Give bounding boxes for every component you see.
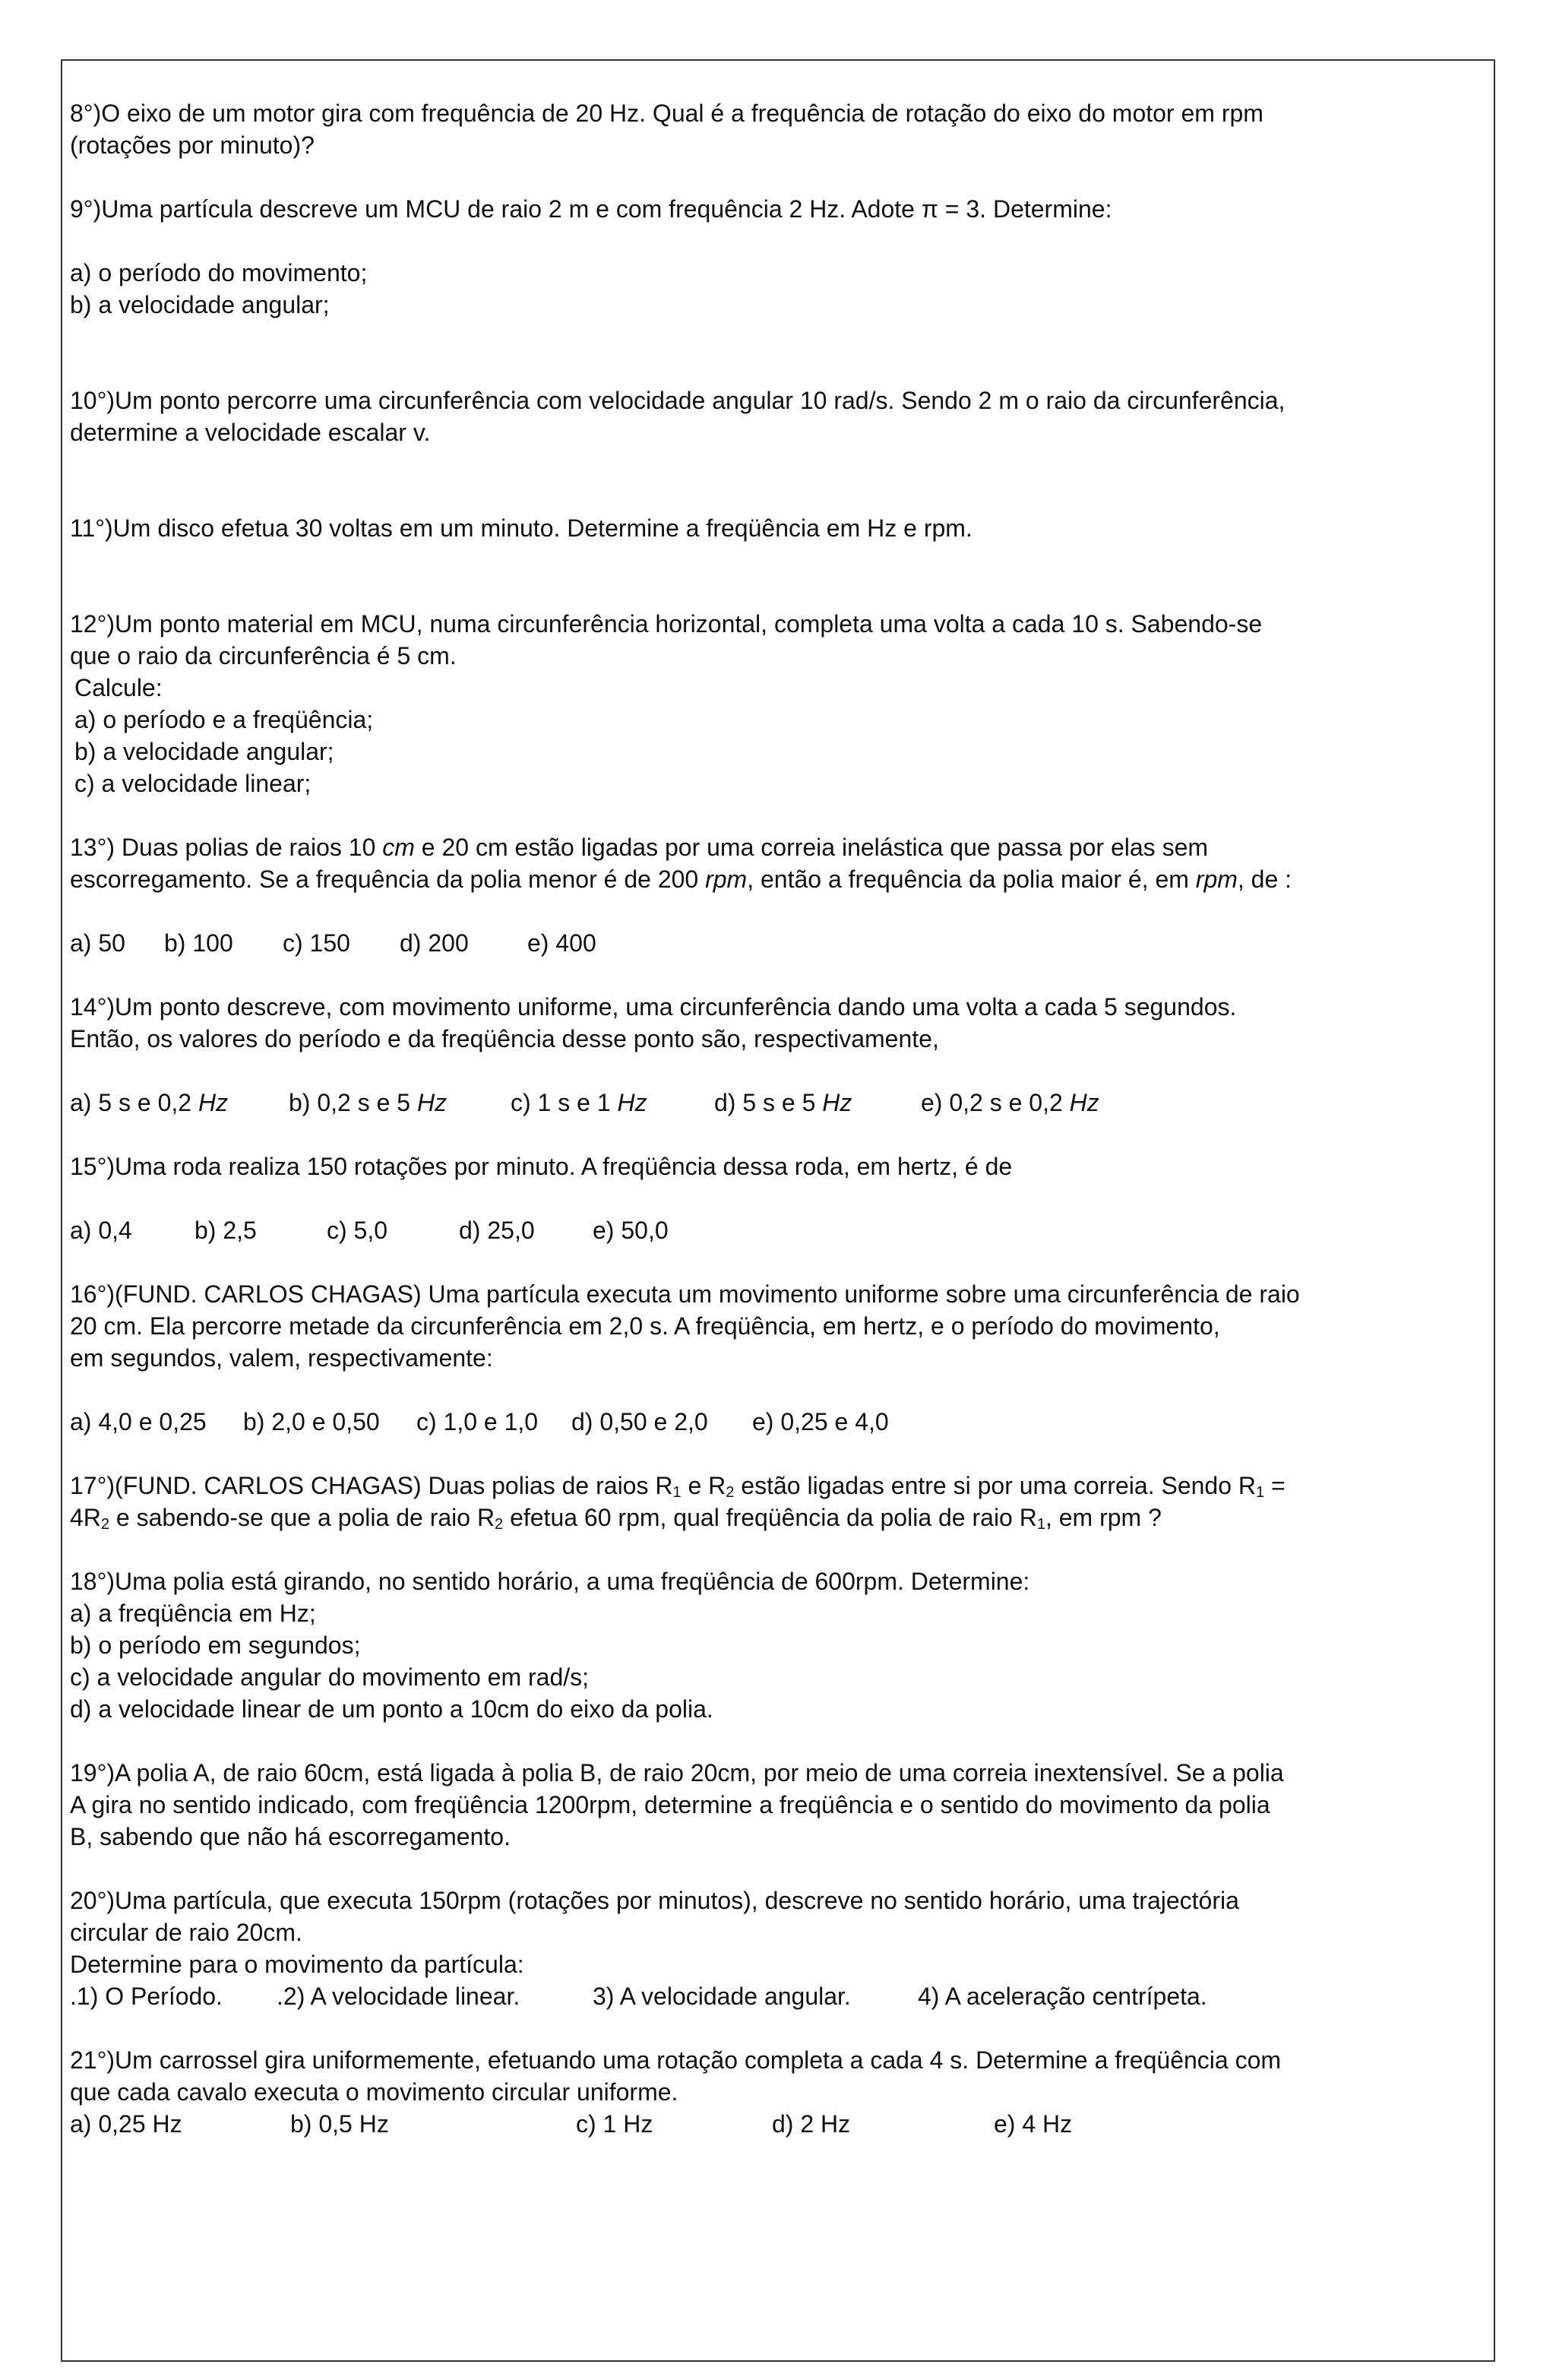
- q20-item-2: .2) A velocidade linear.: [277, 1983, 520, 2010]
- question-21-line-1: 21°)Um carrossel gira uniformemente, efetuando uma rotação completa a cada 4 s. Determine a freqüência com: [70, 2046, 1282, 2074]
- question-12-item-a: a) o período e a freqüência;: [74, 706, 374, 733]
- question-12-item-b: b) a velocidade angular;: [74, 738, 334, 765]
- q13-text-2: e 20 cm estão ligadas por uma correia inelástica que passa por elas sem: [414, 834, 1209, 861]
- q13-text-3: escorregamento. Se a frequência da polia menor é de 200: [70, 866, 706, 893]
- question-15-stem: 15°)Uma roda realiza 150 rotações por minuto. A freqüência dessa roda, em hertz, é de: [70, 1153, 1013, 1180]
- question-17: [70, 1470, 1488, 1533]
- question-13-line-2: [70, 863, 1488, 895]
- q13-option-c: c) 150: [283, 929, 350, 957]
- question-12: [70, 608, 1488, 799]
- question-12-item-c: c) a velocidade linear;: [74, 770, 312, 797]
- q16-option-d: d) 0,50 e 2,0: [571, 1408, 708, 1435]
- q17-text-2: e R: [681, 1472, 726, 1499]
- q17-sub-6: 1: [1036, 1516, 1045, 1533]
- question-18-stem: 18°)Uma polia está girando, no sentido horário, a uma freqüência de 600rpm. Determine:: [70, 1568, 1030, 1595]
- question-19-line-2: A gira no sentido indicado, com freqüência 1200rpm, determine a freqüência e o sentido do movimento da polia: [70, 1791, 1270, 1818]
- question-16-line-3: em segundos, valem, respectivamente:: [70, 1344, 493, 1372]
- q17-text-6: e sabendo-se que a polia de raio R: [109, 1504, 495, 1531]
- question-9-item-a: a) o período do movimento;: [70, 259, 368, 286]
- question-14-options: [70, 1087, 1488, 1119]
- q13-unit-rpm-2: rpm: [1195, 866, 1238, 893]
- q15-option-a: a) 0,4: [70, 1217, 132, 1244]
- question-21-line-2: que cada cavalo executa o movimento circular uniforme.: [70, 2078, 678, 2106]
- question-21: [70, 2044, 1488, 2140]
- q14-option-e: [921, 1087, 1099, 1119]
- q15-option-b: b) 2,5: [194, 1217, 257, 1244]
- question-10-line-2: determine a velocidade escalar v.: [70, 419, 431, 446]
- question-20-line-3: Determine para o movimento da partícula:: [70, 1951, 524, 1978]
- question-18-item-d: d) a velocidade linear de um ponto a 10cm do eixo da polia.: [70, 1695, 713, 1723]
- q20-item-3: 3) A velocidade angular.: [593, 1983, 851, 2010]
- question-16-line-2: 20 cm. Ela percorre metade da circunferência em 2,0 s. A freqüência, em hertz, e o período do movimento,: [70, 1312, 1220, 1340]
- q13-text-5: , de :: [1237, 866, 1292, 893]
- q17-sub-4: 2: [100, 1516, 110, 1533]
- question-10-line-1: 10°)Um ponto percorre uma circunferência com velocidade angular 10 rad/s. Sendo 2 m o raio da circunferência,: [70, 387, 1286, 414]
- question-13-line-1: [70, 831, 1488, 863]
- question-16: [70, 1278, 1488, 1438]
- q15-option-c: c) 5,0: [327, 1217, 388, 1244]
- q17-sub-1: 1: [672, 1484, 682, 1501]
- question-13-options: [70, 927, 1488, 959]
- q17-text-5: 4R: [70, 1504, 101, 1531]
- question-8-line-2: (rotações por minuto)?: [70, 131, 315, 159]
- question-8: [70, 97, 1488, 161]
- question-9-stem: 9°)Uma partícula descreve um MCU de raio 2 m e com frequência 2 Hz. Adote π = 3. Determine:: [70, 195, 1112, 223]
- q14-option-b-text: b) 0,2 s e 5: [289, 1089, 417, 1116]
- q21-option-b: b) 0,5 Hz: [290, 2110, 389, 2138]
- q14-option-b: [289, 1087, 511, 1119]
- q14-option-b-unit: Hz: [416, 1089, 448, 1116]
- q13-option-e: e) 400: [527, 929, 596, 957]
- q20-item-1: .1) O Período.: [70, 1983, 223, 2010]
- question-19: [70, 1757, 1488, 1853]
- q15-option-d: d) 25,0: [459, 1217, 535, 1244]
- q21-option-c: c) 1 Hz: [576, 2110, 653, 2138]
- question-20: [70, 1885, 1488, 2012]
- q14-option-d: [714, 1087, 921, 1119]
- q17-text-8: , em rpm ?: [1045, 1504, 1162, 1531]
- question-20-line-1: 20°)Uma partícula, que executa 150rpm (rotações por minutos), descreve no sentido horário, uma trajectória: [70, 1887, 1239, 1914]
- question-16-line-1: 16°)(FUND. CARLOS CHAGAS) Uma partícula executa um movimento uniforme sobre uma circunferência de raio: [70, 1280, 1300, 1308]
- q17-sub-5: 2: [495, 1516, 504, 1533]
- q14-option-a: [70, 1087, 289, 1119]
- question-13: [70, 831, 1488, 959]
- q13-text-4: , então a frequência da polia maior é, em: [747, 866, 1196, 893]
- q17-sub-2: 2: [726, 1484, 735, 1501]
- question-11-stem: 11°)Um disco efetua 30 voltas em um minuto. Determine a freqüência em Hz e rpm.: [70, 514, 972, 542]
- question-9-item-b: b) a velocidade angular;: [70, 291, 330, 318]
- q21-option-a: a) 0,25 Hz: [70, 2110, 182, 2138]
- question-12-line-2: que o raio da circunferência é 5 cm.: [70, 642, 457, 669]
- question-18-item-b: b) o período em segundos;: [70, 1632, 361, 1659]
- q13-unit-rpm-1: rpm: [705, 866, 748, 893]
- question-20-line-2: circular de raio 20cm.: [70, 1919, 302, 1946]
- question-19-line-3: B, sabendo que não há escorregamento.: [70, 1823, 511, 1850]
- q14-option-c-unit: Hz: [617, 1089, 647, 1116]
- q21-option-d: d) 2 Hz: [772, 2110, 851, 2138]
- question-17-line-2: [70, 1502, 1488, 1533]
- question-15-options: [70, 1214, 1488, 1246]
- question-18-item-c: c) a velocidade angular do movimento em rad/s;: [70, 1663, 590, 1691]
- question-14: [70, 991, 1488, 1119]
- question-17-line-1: [70, 1470, 1488, 1502]
- q17-text-3: estão ligadas entre si por uma correia. Sendo R: [734, 1472, 1256, 1499]
- q14-option-e-text: e) 0,2 s e 0,2: [921, 1089, 1070, 1116]
- q15-option-e: e) 50,0: [593, 1217, 669, 1244]
- exercise-sheet: [70, 97, 1488, 2140]
- q20-item-4: 4) A aceleração centrípeta.: [918, 1983, 1207, 2010]
- question-20-items: [70, 1980, 1488, 2012]
- question-8-line-1: 8°)O eixo de um motor gira com frequência de 20 Hz. Qual é a frequência de rotação do eixo do motor em rpm: [70, 100, 1263, 127]
- question-12-calcule: Calcule:: [74, 674, 163, 701]
- q14-option-d-text: d) 5 s e 5: [714, 1089, 823, 1116]
- q13-option-a: a) 50: [70, 929, 125, 957]
- q17-text-1: 17°)(FUND. CARLOS CHAGAS) Duas polias de raios R: [70, 1472, 673, 1499]
- question-14-line-1: 14°)Um ponto descreve, com movimento uniforme, uma circunferência dando uma volta a cada 5 segundos.: [70, 993, 1237, 1021]
- q16-option-c: c) 1,0 e 1,0: [416, 1408, 539, 1435]
- question-15: [70, 1150, 1488, 1246]
- question-9: [70, 193, 1488, 321]
- q16-option-e: e) 0,25 e 4,0: [752, 1408, 889, 1435]
- q21-option-e: e) 4 Hz: [994, 2110, 1073, 2138]
- q13-text-1: 13°) Duas polias de raios 10: [70, 834, 383, 861]
- q14-option-c-text: c) 1 s e 1: [511, 1089, 618, 1116]
- q17-text-4: =: [1264, 1472, 1286, 1499]
- question-14-line-2: Então, os valores do período e da freqüência desse ponto são, respectivamente,: [70, 1025, 939, 1052]
- q16-option-b: b) 2,0 e 0,50: [243, 1408, 380, 1435]
- question-11: [70, 512, 1488, 544]
- q13-option-b: b) 100: [164, 929, 233, 957]
- question-19-line-1: 19°)A polia A, de raio 60cm, está ligada à polia B, de raio 20cm, por meio de uma correia inextensível. Se a polia: [70, 1759, 1284, 1787]
- q17-sub-3: 1: [1256, 1484, 1265, 1501]
- question-10: [70, 385, 1488, 448]
- q14-option-e-unit: Hz: [1069, 1089, 1099, 1116]
- q14-option-a-unit: Hz: [198, 1089, 229, 1116]
- question-16-options: [70, 1406, 1488, 1438]
- q17-text-7: efetua 60 rpm, qual freqüência da polia de raio R: [503, 1504, 1037, 1531]
- question-18: [70, 1565, 1488, 1725]
- q16-option-a: a) 4,0 e 0,25: [70, 1408, 207, 1435]
- q14-option-c: [511, 1087, 714, 1119]
- question-18-item-a: a) a freqüência em Hz;: [70, 1600, 316, 1627]
- question-21-options: [70, 2108, 1488, 2140]
- q14-option-a-text: a) 5 s e 0,2: [70, 1089, 198, 1116]
- q13-option-d: d) 200: [400, 929, 469, 957]
- q14-option-d-unit: Hz: [822, 1089, 852, 1116]
- q13-unit-cm: cm: [382, 834, 415, 861]
- question-12-line-1: 12°)Um ponto material em MCU, numa circunferência horizontal, completa uma volta a cada 10 s. Sabendo-se: [70, 610, 1263, 638]
